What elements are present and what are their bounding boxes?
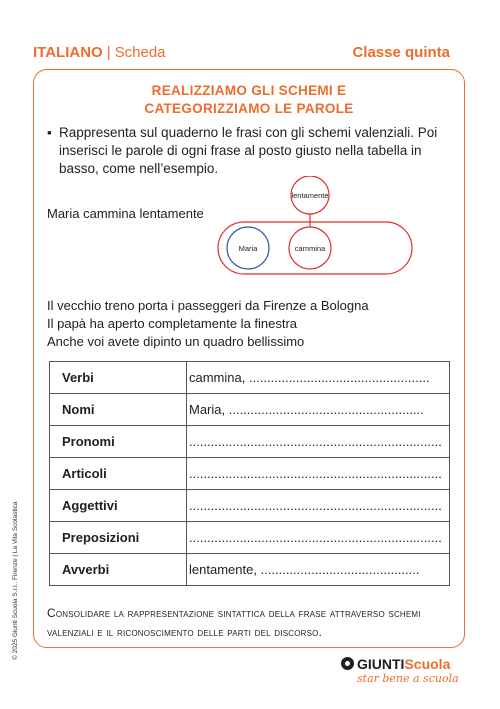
sentence-item: Il papà ha aperto completamente la finestra (47, 316, 298, 331)
header-separator: | (106, 44, 111, 61)
row-label-articoli: Articoli (50, 458, 187, 490)
subject-label: ITALIANO (33, 44, 103, 61)
sentence-item: Il vecchio treno porta i passeggeri da Firenze a Bologna (47, 298, 369, 313)
row-label-preposizioni: Preposizioni (50, 522, 187, 554)
logo-brand-text: GIUNTI (357, 656, 405, 672)
title-line-2: CATEGORIZZIAMO LE PAROLE (144, 101, 354, 116)
table-row (50, 554, 450, 586)
teacher-note: Consolidare la rappresentazione sintattica della frase attraverso schemi valenziali e il riconoscimento delle parti del discorso. (47, 606, 421, 639)
grade-label: Classe quinta (352, 44, 450, 61)
valency-diagram (216, 176, 416, 276)
giunti-g-icon (341, 657, 354, 670)
table-row (50, 426, 450, 458)
row-label-pronomi: Pronomi (50, 426, 187, 458)
row-value-verbi: cammina, .................................................. (187, 362, 450, 394)
table-row (50, 458, 450, 490)
row-label-avverbi: Avverbi (50, 554, 187, 586)
header-subject (33, 44, 166, 61)
page-title (33, 82, 465, 118)
row-value-preposizioni: ...................................................................... (187, 522, 450, 554)
sentence-item: Anche voi avete dipinto un quadro bellissimo (47, 334, 305, 349)
instruction (47, 124, 447, 178)
row-value-avverbi: lentamente, ............................................ (187, 554, 450, 586)
copyright-text: © 2025 Giunti Scuola S.r.l., Firenze | La Vita Scolastica (12, 501, 19, 660)
subject-label: Maria (238, 244, 258, 253)
publisher-logo (341, 656, 459, 685)
logo-brand-accent: Scuola (404, 656, 451, 672)
row-value-nomi: Maria, ...................................................... (187, 394, 450, 426)
row-value-articoli: ...................................................................... (187, 458, 450, 490)
logo-brand (341, 656, 459, 672)
sentence-list (47, 297, 369, 351)
table-row (50, 394, 450, 426)
row-label-nomi: Nomi (50, 394, 187, 426)
logo-tagline: star bene a scuola (357, 672, 459, 685)
adverb-label: lentamente (291, 191, 329, 200)
table-row (50, 362, 450, 394)
row-label-aggettivi: Aggettivi (50, 490, 187, 522)
row-label-verbi: Verbi (50, 362, 187, 394)
row-value-aggettivi: ...................................................................... (187, 490, 450, 522)
example-sentence: Maria cammina lentamente (47, 206, 204, 221)
title-line-1: REALIZZIAMO GLI SCHEMI E (151, 83, 347, 98)
table-row (50, 522, 450, 554)
row-value-pronomi: ...................................................................... (187, 426, 450, 458)
bullet-icon: ▪ (47, 125, 52, 140)
worksheet-type: Scheda (114, 44, 166, 61)
verb-label: cammina (294, 244, 326, 253)
table-row (50, 490, 450, 522)
instruction-text: Rappresenta sul quaderno le frasi con gli schemi valenziali. Poi inserisci le parole di ogni frase al posto giusto nella tabella in basso, come nell’esempio. (59, 125, 438, 176)
parts-of-speech-table (49, 361, 450, 586)
